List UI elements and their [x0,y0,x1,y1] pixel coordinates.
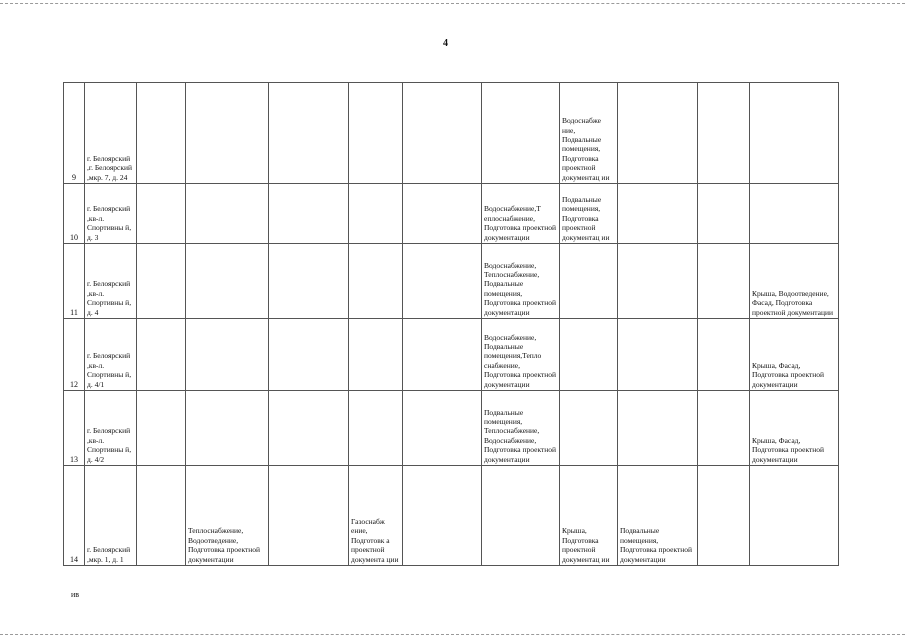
table-cell [618,83,698,184]
table-cell [698,244,750,319]
table-cell [349,83,403,184]
table-cell [618,391,698,466]
table-cell: Подвальные помещения, Подготовка проектной документации [618,466,698,566]
table-cell [186,184,269,244]
table-cell [137,319,186,391]
table-cell: Крыша, Подготовка проектной документац ии [560,466,618,566]
address-cell: г. Белоярский ,кв-л. Спортивны й, д. 4/2 [85,391,137,466]
table-cell: Водоснабже ние, Подвальные помещения, Подготовка проектной документац ии [560,83,618,184]
row-number: 13 [64,391,85,466]
table-cell [698,319,750,391]
table-cell: Водоснабжение,Т еплоснабжение, Подготовка проектной документации [482,184,560,244]
table-cell [560,244,618,319]
table-cell [137,244,186,319]
table-cell [349,391,403,466]
address-cell: г. Белоярский ,кв-л. Спортивны й, д. 3 [85,184,137,244]
table-cell [750,83,839,184]
table-cell: Крыша, Водоотведение, Фасад, Подготовка проектной документации [750,244,839,319]
table-cell [137,83,186,184]
table-row [64,466,839,566]
row-number: 14 [64,466,85,566]
address-cell: г. Белоярский ,г. Белоярский ,мкр. 7, д. 24 [85,83,137,184]
table-cell [403,184,482,244]
table-row [64,83,839,184]
table-cell: Теплоснабжение, Водоотведение, Подготовка проектной документации [186,466,269,566]
table-cell: Крыша, Фасад, Подготовка проектной документации [750,391,839,466]
table-cell [269,319,349,391]
table-cell [186,244,269,319]
row-number: 9 [64,83,85,184]
table-cell [137,391,186,466]
table-row [64,244,839,319]
table-cell [750,184,839,244]
table-cell [403,244,482,319]
table-cell [349,319,403,391]
table-cell [698,184,750,244]
table-cell [137,184,186,244]
table-cell: Газоснабж ение, Подготовк а проектной документа ции [349,466,403,566]
table-cell [186,391,269,466]
table-cell [403,391,482,466]
table-cell [269,184,349,244]
footer-text: ив [71,590,80,599]
table-cell [269,244,349,319]
table-cell [186,83,269,184]
table-cell [403,83,482,184]
row-number: 10 [64,184,85,244]
table-cell [269,466,349,566]
table-cell [560,391,618,466]
table-cell: Подвальные помещения, Теплоснабжение, Водоснабжение, Подготовка проектной документации [482,391,560,466]
table-cell [560,319,618,391]
table-row [64,319,839,391]
table-cell [482,83,560,184]
table-cell [269,391,349,466]
table-cell [349,184,403,244]
table-row [64,391,839,466]
page-number: 4 [443,38,448,49]
repair-schedule-table [63,82,839,566]
table-cell [698,83,750,184]
table-cell: Крыша, Фасад, Подготовка проектной документации [750,319,839,391]
address-cell: г. Белоярский ,кв-л. Спортивны й, д. 4/1 [85,319,137,391]
table-cell [750,466,839,566]
row-number: 11 [64,244,85,319]
table-cell: Водоснабжение, Подвальные помещения,Тепло снабжение, Подготовка проектной документации [482,319,560,391]
table-row [64,184,839,244]
address-cell: г. Белоярский ,кв-л. Спортивны й, д. 4 [85,244,137,319]
table-cell [618,244,698,319]
table-cell [618,319,698,391]
table-cell [698,391,750,466]
table-cell: Подвальные помещения, Подготовка проектной документац ии [560,184,618,244]
table-cell [349,244,403,319]
row-number: 12 [64,319,85,391]
table-cell [269,83,349,184]
scan-top-edge [0,3,905,4]
table-cell: Водоснабжение, Теплоснабжение, Подвальные помещения, Подготовка проектной документации [482,244,560,319]
table-cell [403,466,482,566]
address-cell: г. Белоярский ,мкр. 1, д. 1 [85,466,137,566]
table-cell [137,466,186,566]
table-cell [403,319,482,391]
table-cell [482,466,560,566]
table-cell [186,319,269,391]
table-cell [618,184,698,244]
scan-bottom-edge [0,634,905,635]
table-cell [698,466,750,566]
